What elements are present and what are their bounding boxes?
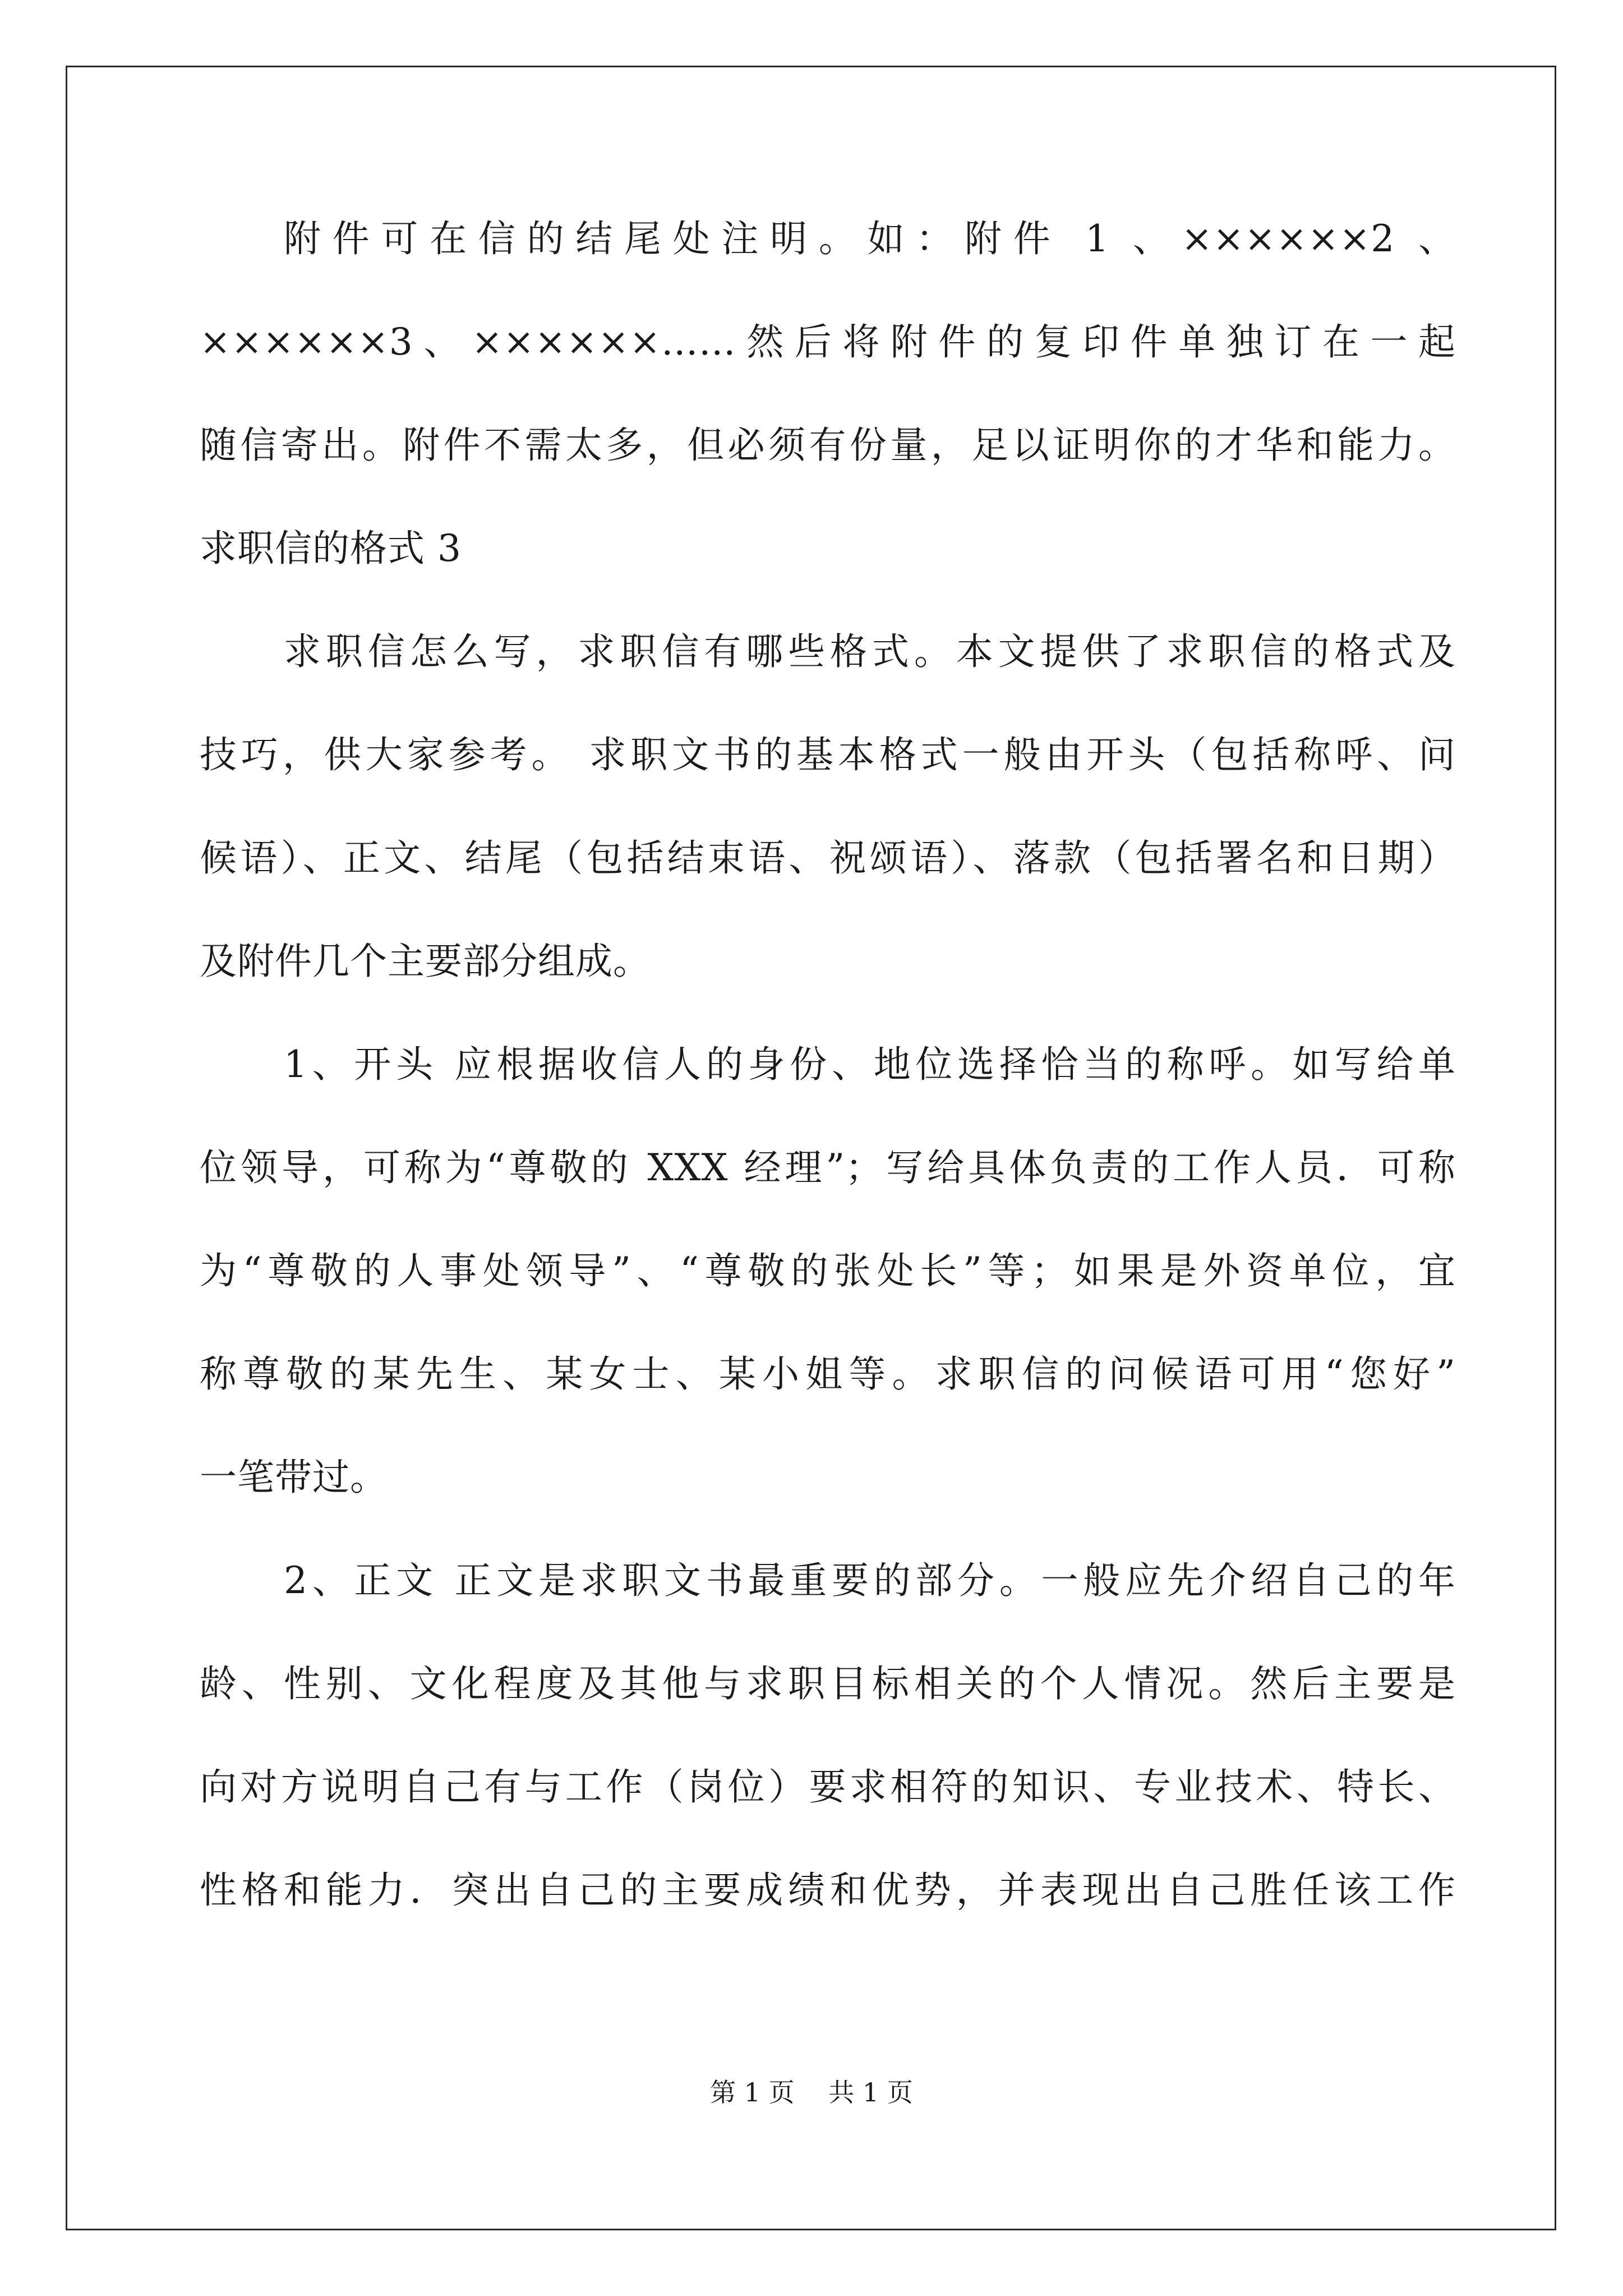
paragraph-line: 一笔带过。 bbox=[200, 1456, 388, 1499]
paragraph-line: 位领导，可称为“尊敬的 XXX 经理”；写给具体负责的工作人员．可称 bbox=[200, 1146, 1456, 1189]
page-number-footer: 第 1 页 共 1 页 bbox=[710, 2077, 913, 2108]
paragraph-line: 随信寄出。附件不需太多，但必须有份量，足以证明你的才华和能力。 bbox=[200, 424, 1456, 467]
paragraph-line: 候语）、正文、结尾（包括结束语、祝颂语）、落款（包括署名和日期） bbox=[200, 836, 1456, 880]
paragraph-line: 向对方说明自己有与工作（岗位）要求相符的知识、专业技术、特长、 bbox=[200, 1765, 1456, 1809]
paragraph-line: 附件可在信的结尾处注明。如：附件 1 、××××××2 、 bbox=[284, 217, 1456, 260]
paragraph-line: 技巧，供大家参考。 求职文书的基本格式一般由开头（包括称呼、问 bbox=[200, 733, 1456, 776]
section-heading: 求职信的格式 3 bbox=[200, 527, 462, 570]
paragraph-line: 称尊敬的某先生、某女士、某小姐等。求职信的问候语可用“您好” bbox=[200, 1352, 1456, 1396]
paragraph-line: 龄、性别、文化程度及其他与求职目标相关的个人情况。然后主要是 bbox=[200, 1662, 1456, 1705]
paragraph-line: 1、开头 应根据收信人的身份、地位选择恰当的称呼。如写给单 bbox=[284, 1043, 1456, 1086]
paragraph-line: 及附件几个主要部分组成。 bbox=[200, 940, 651, 983]
paragraph-line: 为“尊敬的人事处领导”、“尊敬的张处长”等；如果是外资单位，宜 bbox=[200, 1249, 1456, 1292]
paragraph-line: 2、正文 正文是求职文书最重要的部分。一般应先介绍自己的年 bbox=[284, 1559, 1456, 1602]
paragraph-line: 求职信怎么写，求职信有哪些格式。本文提供了求职信的格式及 bbox=[284, 630, 1456, 673]
paragraph-line: 性格和能力．突出自己的主要成绩和优势，并表现出自己胜任该工作 bbox=[200, 1869, 1456, 1912]
paragraph-line: ××××××3、××××××……然后将附件的复印件单独订在一起 bbox=[200, 320, 1456, 364]
